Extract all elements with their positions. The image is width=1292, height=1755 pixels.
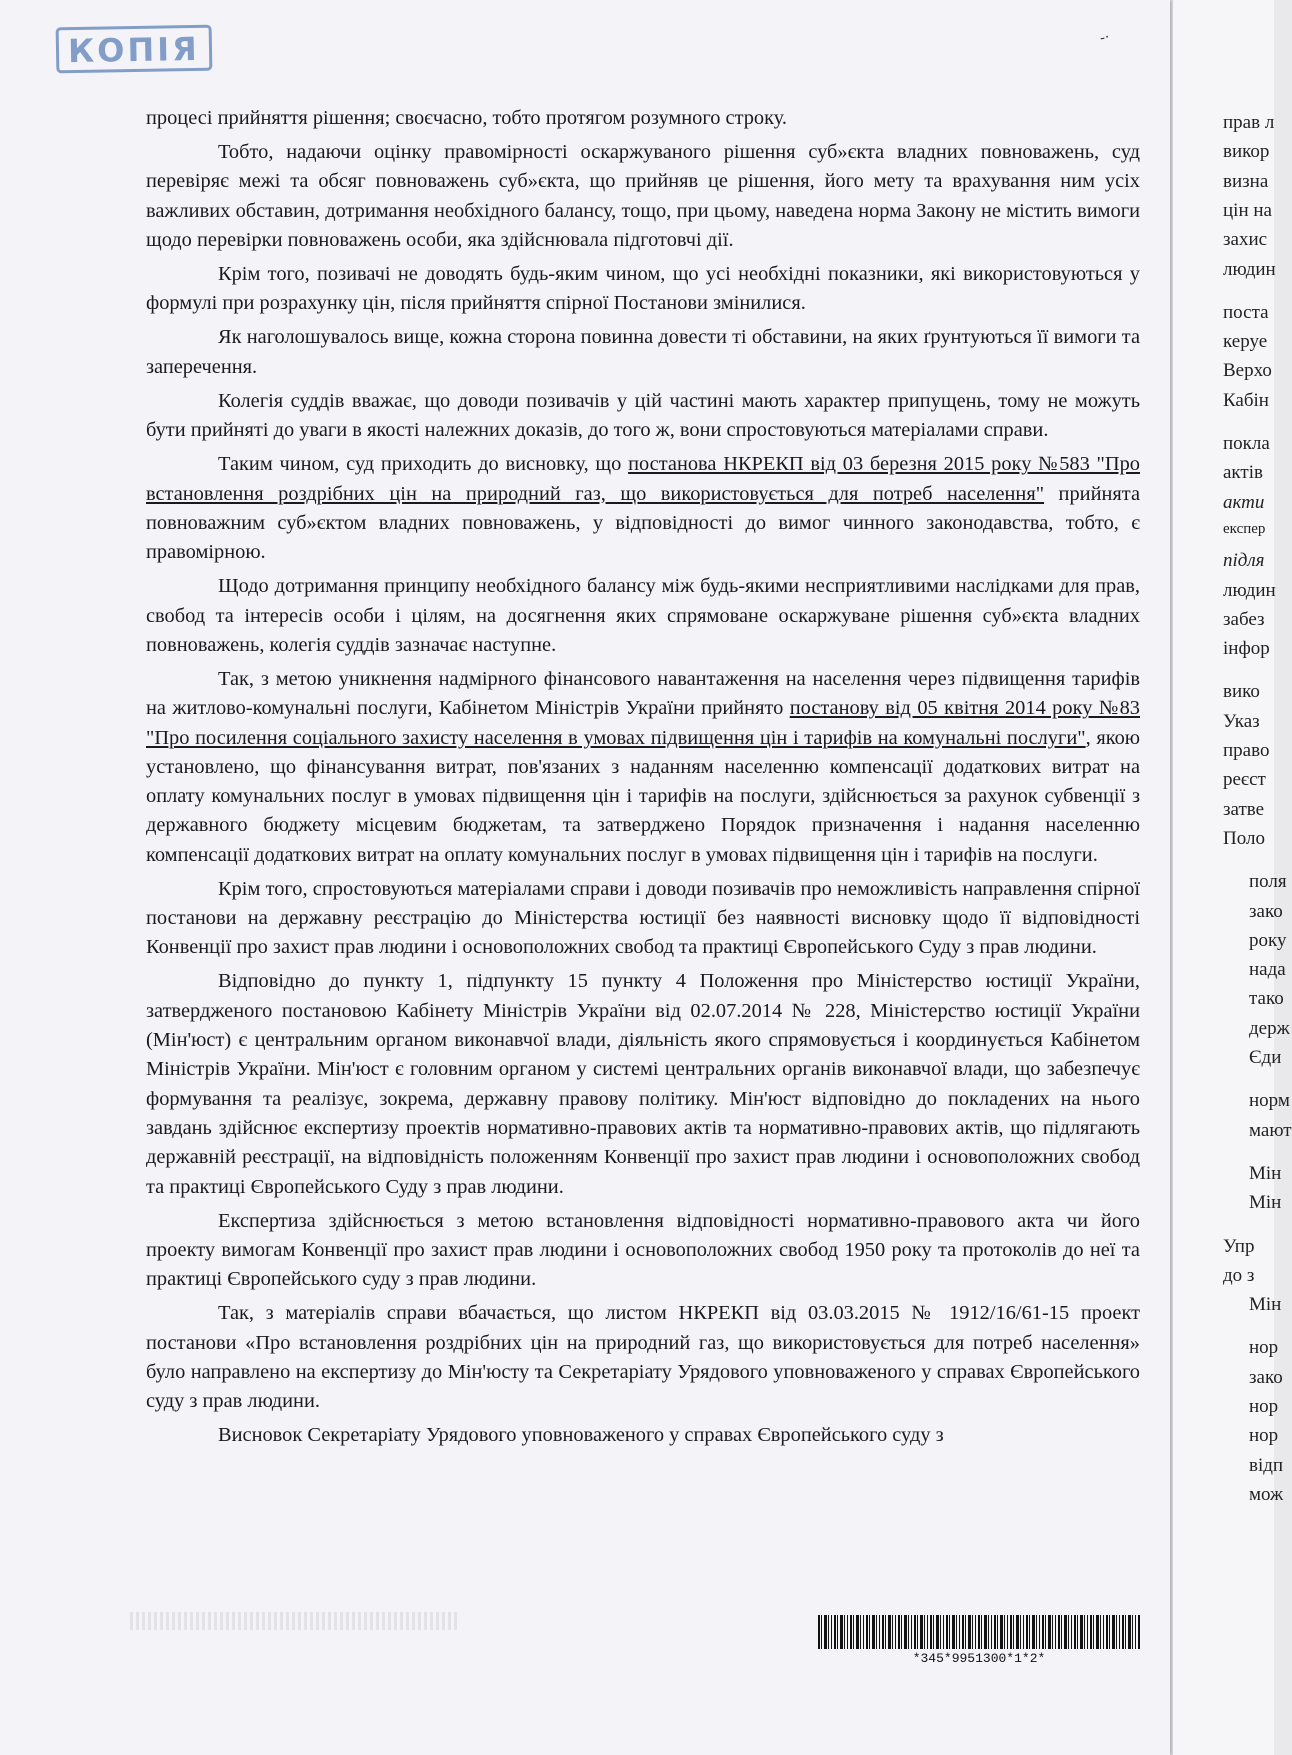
adjacent-page-line: інфор [1223,638,1270,660]
paragraph: Як наголошувалось вище, кожна сторона повинна довести ті обставини, на яких ґрунтуються її вимоги та заперечення. [146,326,1140,378]
body-text [146,104,1140,1455]
underlined-citation: постанову від 05 квітня 2014 року №83 "Про посилення соціального захисту населення в умовах підвищення цін і тарифів на комунальні послуги" [146,697,1140,749]
adjacent-page-edge [1172,0,1292,1755]
adjacent-page-line: нада [1249,959,1286,981]
adjacent-page-line: нор [1249,1425,1279,1447]
adjacent-page-line: реєст [1223,769,1266,791]
pen-mark: -· [1098,29,1111,47]
adjacent-page-line: Мін [1249,1162,1282,1184]
adjacent-page-line: акти [1223,491,1265,513]
adjacent-page-line: Мін [1249,1192,1282,1214]
adjacent-page-line: Кабін [1223,389,1269,411]
paragraph: Висновок Секретаріату Урядового уповноваженого у справах Європейського суду з [218,1424,944,1447]
adjacent-page-line: прав л [1223,112,1275,133]
adjacent-page-line: Указ [1223,710,1260,732]
paragraph-text: , якою установлено, що фінансування витрат, пов'язаних з наданням населенню компенсації додаткових витрат на оплату комунальних послуг в умовах підвищення цін і тарифів на послуги, здійснюється за рахунок субвенції з державного бюджету місцевим бюджетам, та затверджено Порядок призначення і надання населенню компенсації додаткових витрат на оплату комунальних послуг в умовах підвищення цін і тарифів на послуги. [146,726,1140,866]
adjacent-page-line: людин [1223,258,1276,280]
adjacent-page-line: нор [1249,1337,1279,1359]
adjacent-page-line: Верхо [1223,360,1272,382]
underlined-citation: постанова НКРЕКП від 03 березня 2015 року №583 "Про встановлення роздрібних цін на природний газ, що використовується для потреб населення" [146,453,1140,505]
adjacent-page-line: цін на [1223,199,1272,221]
adjacent-page-line: мают [1249,1119,1292,1141]
adjacent-page-line: Мін [1249,1294,1282,1316]
paragraph: Колегія суддів вважає, що доводи позивачів у цій частині мають характер припущень, тому не можуть бути прийняті до уваги в якості належних доказів, до того ж, вони спростовуються матеріалами справи. [146,389,1140,442]
adjacent-page-line: тако [1249,988,1284,1010]
paragraph: Експертиза здійснюється з метою встановлення відповідності нормативно-правового акта чи його проекту вимогам Конвенції про захист прав людини і основоположних свобод 1950 року та протоколів до неї та практиці Європейського суду з прав людини. [146,1209,1140,1291]
adjacent-page-line: захис [1223,229,1268,251]
paragraph-text: Так, з метою уникнення надмірного фінансового навантаження на населення через підвищення тарифів на житлово-комунальні послуги, Кабінетом Міністрів України прийнято [146,667,1140,720]
paragraph: Так, з матеріалів справи вбачається, що листом НКРЕКП від 03.03.2015 № 1912/16/61-15 проект постанови «Про встановлення роздрібних цін на природний газ, що використовується для потреб населення» було направлено на експертизу до Мін'юсту та Секретаріату Урядового уповноваженого у справах Європейського суду з прав людини. [146,1302,1140,1413]
paragraph: Крім того, позивачі не доводять будь-яким чином, що усі необхідні показники, які використовуються у формулі при розрахунку цін, після прийняття спірної Постанови змінилися. [146,263,1140,315]
adjacent-page-line: забез [1223,608,1265,630]
adjacent-page-line: мож [1249,1483,1284,1505]
paragraph [146,665,1140,870]
adjacent-page-line: затве [1223,798,1265,820]
adjacent-page-line: держ [1249,1017,1290,1039]
adjacent-page-line: норм [1249,1090,1290,1112]
adjacent-page-line: Упр [1223,1235,1255,1257]
adjacent-page-line: поста [1223,301,1269,323]
adjacent-page-line: Поло [1223,827,1265,849]
paragraph-text: прийнята повноважним суб»єктом владних повноважень, у відповідності до вимог чинного законодавства, тобто, є правомірною. [146,482,1140,564]
adjacent-page-line: зако [1249,900,1283,922]
copy-stamp: КОПІЯ [56,25,212,74]
adjacent-page-line: викор [1223,141,1270,163]
paragraph: Щодо дотримання принципу необхідного балансу між будь-якими несприятливими наслідками для прав, свобод та інтересів особи і цілям, на досягнення яких спрямоване оскаржуване рішення суб»єкта владних повноважень, колегія суддів зазначає наступне. [146,575,1140,656]
paragraph: Тобто, надаючи оцінку правомірності оскаржуваного рішення суб»єкта владних повноважень, суд перевіряє межі та обсяг повноважень суб»єкта, що прийняв це рішення, його мету та врахування ним усіх важливих обставин, дотримання необхідного балансу, тощо, при цьому, наведена норма Закону не містить вимоги щодо перевірки повноважень особи, яка здійснювала підготовчі дії. [146,141,1140,251]
barcode [818,1615,1140,1649]
adjacent-page-line: до з [1223,1264,1255,1286]
adjacent-page-line: вико [1223,681,1260,703]
faint-scan-strip [130,1612,460,1630]
adjacent-page-line: року [1249,929,1287,951]
adjacent-page-line: відп [1249,1454,1284,1476]
paragraph [146,450,1140,567]
paragraph: Крім того, спростовуються матеріалами справи і доводи позивачів про неможливість направлення спірної постанови на державну реєстрацію до Міністерства юстиції без наявності висновку щодо її відповідності Конвенції про захист прав людини і основоположних свобод та практиці Європейського Суду з прав людини. [146,877,1140,959]
barcode-number: *345*9951300*1*2* [912,1651,1046,1666]
paragraph: Відповідно до пункту 1, підпункту 15 пункту 4 Положення про Міністерство юстиції України, затвердженого постановою Кабінету Міністрів України від 02.07.2014 № 228, Міністерство юстиції України (Мін'юст) є центральним органом виконавчої влади, діяльність якого спрямовується і координується Кабінетом Міністрів України. Мін'юст є головним органом у системі центральних органів виконавчої влади, що забезпечує формування та реалізує, зокрема, державну правову політику. Мін'юст відповідно до покладених на нього завдань здійснює експертизу проектів нормативно-правових актів та нормативно-правових актів, що підлягають державній реєстрації, на відповідність положенням Конвенції про захист прав людини і основоположних свобод та практиці Європейського Суду з прав людини. [146,970,1140,1198]
adjacent-page-line: поля [1249,871,1287,893]
adjacent-page-line: право [1223,740,1270,761]
adjacent-page-line: зако [1249,1366,1283,1388]
adjacent-page-line: Єди [1249,1047,1282,1068]
adjacent-page-line: визна [1223,170,1269,192]
adjacent-page-line: покла [1223,433,1270,454]
adjacent-page-line: людин [1223,579,1276,601]
adjacent-page-line: актів [1223,462,1263,484]
adjacent-page-line: керуе [1223,331,1268,353]
adjacent-page-line: експер [1223,520,1266,537]
paragraph: процесі прийняття рішення; своєчасно, тобто протягом розумного строку. [146,107,787,129]
adjacent-page-line: нор [1249,1396,1279,1417]
adjacent-page-line: підля [1223,550,1265,572]
paragraph-text: Таким чином, суд приходить до висновку, що [218,453,629,476]
